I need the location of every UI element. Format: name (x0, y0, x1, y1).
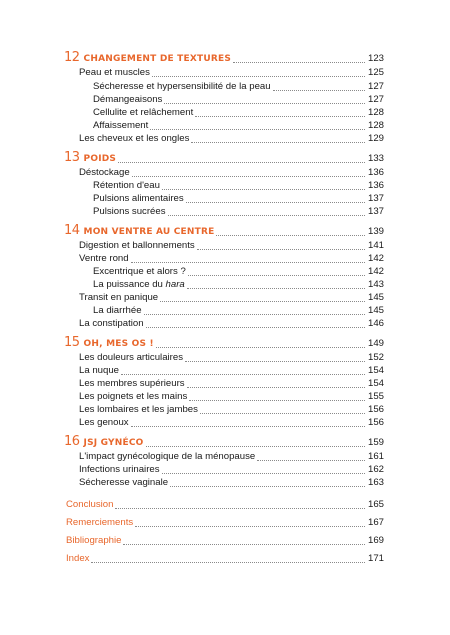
toc-entry[interactable] (79, 376, 384, 390)
page-number: 161 (367, 451, 384, 462)
chapter-number: 12 (64, 50, 80, 65)
entry-title: Les cheveux et les ongles (79, 133, 190, 144)
entry-title: Sécheresse et hypersensibilité de la peau (93, 81, 271, 92)
toc-subentry[interactable] (93, 178, 384, 192)
entry-title: La diarrhée (93, 305, 142, 316)
leader-dots (118, 162, 365, 163)
leader-dots (156, 347, 365, 348)
leader-dots (121, 374, 365, 375)
entry-title: Les douleurs articulaires (79, 352, 183, 363)
entry-title: Déstockage (79, 167, 130, 178)
leader-dots (197, 249, 365, 250)
page-number: 137 (367, 206, 384, 217)
chapter-number: 14 (64, 223, 80, 238)
leader-dots (150, 129, 365, 130)
leader-dots (187, 387, 365, 388)
entry-title: Les genoux (79, 417, 129, 428)
leader-dots (168, 215, 365, 216)
page-number: 142 (367, 266, 384, 277)
toc-entry[interactable] (79, 238, 384, 252)
toc-entry[interactable] (79, 131, 384, 145)
page-number: 169 (367, 535, 384, 546)
entry-title: Démangeaisons (93, 94, 163, 105)
leader-dots (144, 314, 365, 315)
leader-dots (164, 103, 365, 104)
toc-entry[interactable] (79, 475, 384, 489)
leader-dots (91, 562, 365, 563)
entry-title: Index (66, 553, 90, 564)
chapter-number: 13 (64, 150, 80, 165)
entry-title: Les poignets et les mains (79, 391, 188, 402)
entry-title: Sécheresse vaginale (79, 477, 169, 488)
page-number: 128 (367, 120, 384, 131)
page-number: 154 (367, 365, 384, 376)
chapter-title: POIDS (83, 154, 117, 164)
toc-subentry[interactable] (93, 191, 384, 205)
entry-title: Ventre rond (79, 253, 129, 264)
entry-title: Rétention d'eau (93, 180, 160, 191)
page-number: 137 (367, 193, 384, 204)
page-number: 162 (367, 464, 384, 475)
toc-entry[interactable] (79, 462, 384, 476)
leader-dots (185, 361, 365, 362)
entry-title: La nuque (79, 365, 120, 376)
entry-title: Infections urinaires (79, 464, 160, 475)
backmatter-index[interactable] (66, 551, 384, 565)
entry-title: Transit en panique (79, 292, 159, 303)
chapter-title: CHANGEMENT DE TEXTURES (83, 54, 232, 64)
entry-title: Bibliographie (66, 535, 122, 546)
page-number: 146 (367, 318, 384, 329)
leader-dots (188, 275, 365, 276)
entry-title: Pulsions sucrées (93, 206, 166, 217)
entry-title: Excentrique et alors ? (93, 266, 186, 277)
entry-title: L'impact gynécologique de la ménopause (79, 451, 256, 462)
leader-dots (132, 176, 365, 177)
entry-title: Affaissement (93, 120, 149, 131)
toc-subentry[interactable] (93, 277, 384, 291)
leader-dots (187, 288, 365, 289)
page-number: 145 (367, 292, 384, 303)
leader-dots (146, 446, 365, 447)
leader-dots (123, 544, 365, 545)
leader-dots (195, 116, 365, 117)
leader-dots (160, 301, 365, 302)
page-number: 156 (367, 417, 384, 428)
page-number: 171 (367, 553, 384, 564)
entry-title: Les membres supérieurs (79, 378, 185, 389)
chapter-title: MON VENTRE AU CENTRE (83, 227, 215, 237)
leader-dots (200, 413, 365, 414)
entry-title: Conclusion (66, 499, 114, 510)
leader-dots (162, 189, 365, 190)
toc-subentry[interactable] (93, 79, 384, 93)
leader-dots (146, 327, 365, 328)
toc-entry[interactable] (79, 251, 384, 265)
toc-subentry[interactable] (93, 303, 384, 317)
backmatter-bibliographie[interactable] (66, 533, 384, 547)
leader-dots (131, 426, 365, 427)
chapter-title: JSJ GYNÉCO (83, 438, 144, 448)
backmatter-conclusion[interactable] (66, 497, 384, 511)
toc-entry[interactable] (79, 165, 384, 179)
toc-subentry[interactable] (93, 264, 384, 278)
backmatter-remerciements[interactable] (66, 515, 384, 529)
toc-entry[interactable] (79, 389, 384, 403)
toc-entry[interactable] (79, 363, 384, 377)
chapter-number: 15 (64, 335, 80, 350)
entry-title-emphasis: hara (165, 279, 185, 290)
page-number: 139 (367, 226, 384, 237)
toc-subentry[interactable] (93, 118, 384, 132)
page-number: 155 (367, 391, 384, 402)
page-number: 163 (367, 477, 384, 488)
page-number: 145 (367, 305, 384, 316)
leader-dots (273, 90, 365, 91)
leader-dots (233, 62, 365, 63)
toc-subentry[interactable] (93, 105, 384, 119)
page-number: 159 (367, 437, 384, 448)
page-number: 152 (367, 352, 384, 363)
toc-entry[interactable] (79, 402, 384, 416)
toc-subentry[interactable] (93, 204, 384, 218)
leader-dots (131, 262, 365, 263)
leader-dots (257, 460, 365, 461)
page-number: 128 (367, 107, 384, 118)
page-number: 142 (367, 253, 384, 264)
entry-title: Digestion et ballonnements (79, 240, 195, 251)
entry-title: Les lombaires et les jambes (79, 404, 198, 415)
chapter-heading[interactable] (64, 151, 384, 165)
page-number: 123 (367, 53, 384, 64)
page-number: 149 (367, 338, 384, 349)
page-number: 167 (367, 517, 384, 528)
entry-title: Cellulite et relâchement (93, 107, 194, 118)
chapter-heading[interactable] (64, 435, 384, 449)
toc-entry[interactable] (79, 449, 384, 463)
toc-entry[interactable] (79, 65, 384, 79)
page-number: 154 (367, 378, 384, 389)
toc-entry[interactable] (79, 350, 384, 364)
entry-title: Peau et muscles (79, 67, 150, 78)
toc-subentry[interactable] (93, 92, 384, 106)
chapter-heading[interactable] (64, 224, 384, 238)
page-number: 129 (367, 133, 384, 144)
entry-title: Remerciements (66, 517, 134, 528)
chapter-title: OH, MES OS ! (83, 339, 154, 349)
leader-dots (162, 473, 365, 474)
leader-dots (115, 508, 365, 509)
toc-entry[interactable] (79, 316, 384, 330)
entry-title-prefix: La puissance du (93, 279, 166, 290)
entry-title: Pulsions alimentaires (93, 193, 184, 204)
chapter-number: 16 (64, 434, 80, 449)
page-number: 136 (367, 167, 384, 178)
page-number: 127 (367, 94, 384, 105)
page-number: 165 (367, 499, 384, 510)
entry-title: La constipation (79, 318, 144, 329)
page-number: 143 (367, 279, 384, 290)
toc-entry[interactable] (79, 290, 384, 304)
leader-dots (186, 202, 365, 203)
leader-dots (189, 400, 365, 401)
page-number: 125 (367, 67, 384, 78)
page-number: 127 (367, 81, 384, 92)
page-number: 156 (367, 404, 384, 415)
leader-dots (135, 526, 365, 527)
page-number: 141 (367, 240, 384, 251)
page-number: 133 (367, 153, 384, 164)
leader-dots (216, 235, 365, 236)
chapter-heading[interactable] (64, 336, 384, 350)
page-number: 136 (367, 180, 384, 191)
toc-entry[interactable] (79, 415, 384, 429)
leader-dots (152, 76, 365, 77)
chapter-heading[interactable] (64, 51, 384, 65)
leader-dots (170, 486, 365, 487)
leader-dots (191, 142, 365, 143)
